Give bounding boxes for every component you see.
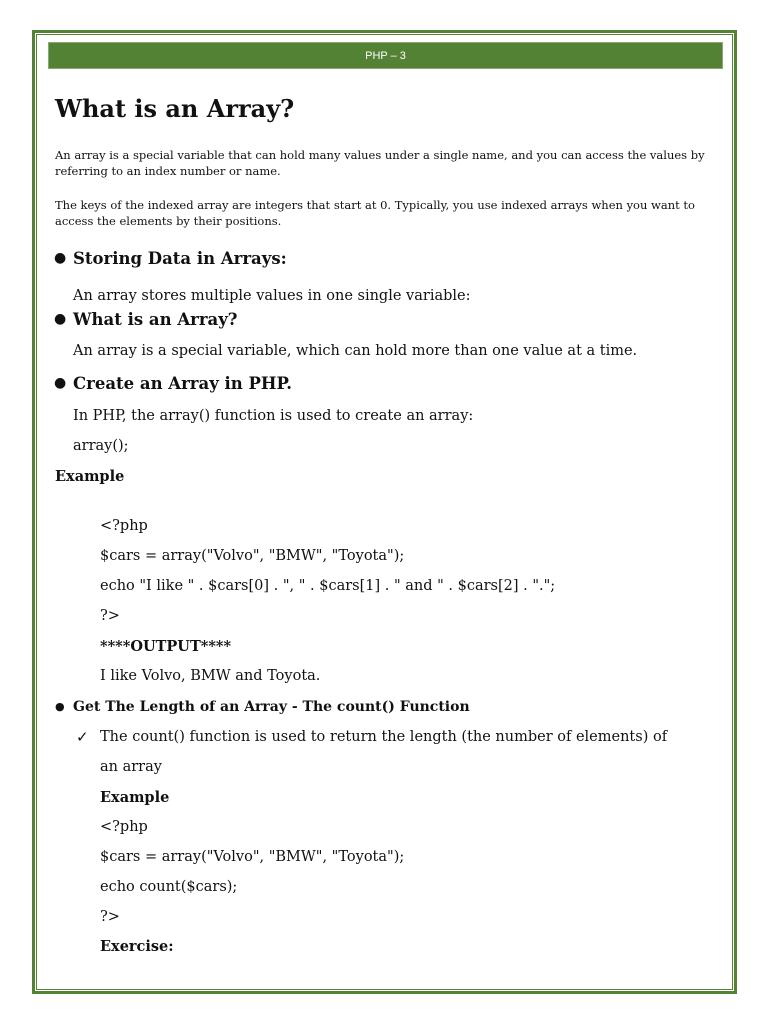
header-label: PHP – 3 [365,49,406,62]
exercise-label: Exercise: [100,938,174,955]
code-line: echo "I like " . $cars[0] . ", " . $cars[1] . " and " . $cars[2] . "."; [100,578,556,594]
code-line: echo count($cars); [100,879,238,895]
code-line: $cars = array("Volvo", "BMW", "Toyota"); [100,849,405,865]
section-heading-storing: Storing Data in Arrays: [73,249,287,268]
output-text: I like Volvo, BMW and Toyota. [100,668,321,684]
example-label: Example [55,468,125,485]
section-text-create: In PHP, the array() function is used to create an array: [73,408,474,424]
code-line: ?> [100,909,120,925]
checkmark-icon: ✓ [76,728,89,746]
code-line: <?php [100,518,148,534]
count-text-line2: an array [100,759,162,775]
code-line: <?php [100,819,148,835]
section-text-what-is: An array is a special variable, which can hold more than one value at a time. [73,343,638,359]
page-title: What is an Array? [55,94,295,123]
code-line: $cars = array("Volvo", "BMW", "Toyota"); [100,548,405,564]
bullet-dot-icon: ● [54,250,67,266]
output-label: ****OUTPUT**** [100,638,232,655]
section-heading-create: Create an Array in PHP. [73,374,292,393]
bullet-dot-icon: ● [54,375,67,391]
code-line: ?> [100,608,120,624]
section-heading-count: Get The Length of an Array - The count() Function [73,699,470,715]
section-heading-what-is: What is an Array? [73,310,238,329]
bullet-dot-icon: ● [54,311,67,327]
intro-paragraph-1: An array is a special variable that can hold many values under a single name, and you can access the values by referring to an index number or name. [55,148,705,178]
example-label: Example [100,789,170,806]
bullet-dot-icon: ● [55,700,65,713]
section-text-storing: An array stores multiple values in one single variable: [73,288,471,304]
intro-paragraph-2: The keys of the indexed array are integers that start at 0. Typically, you use indexed arrays when you want to access the elements by their positions. [55,198,695,228]
count-text-line1: The count() function is used to return the length (the number of elements) of [100,729,668,745]
header-bar [48,42,723,69]
code-array-call: array(); [73,438,129,454]
